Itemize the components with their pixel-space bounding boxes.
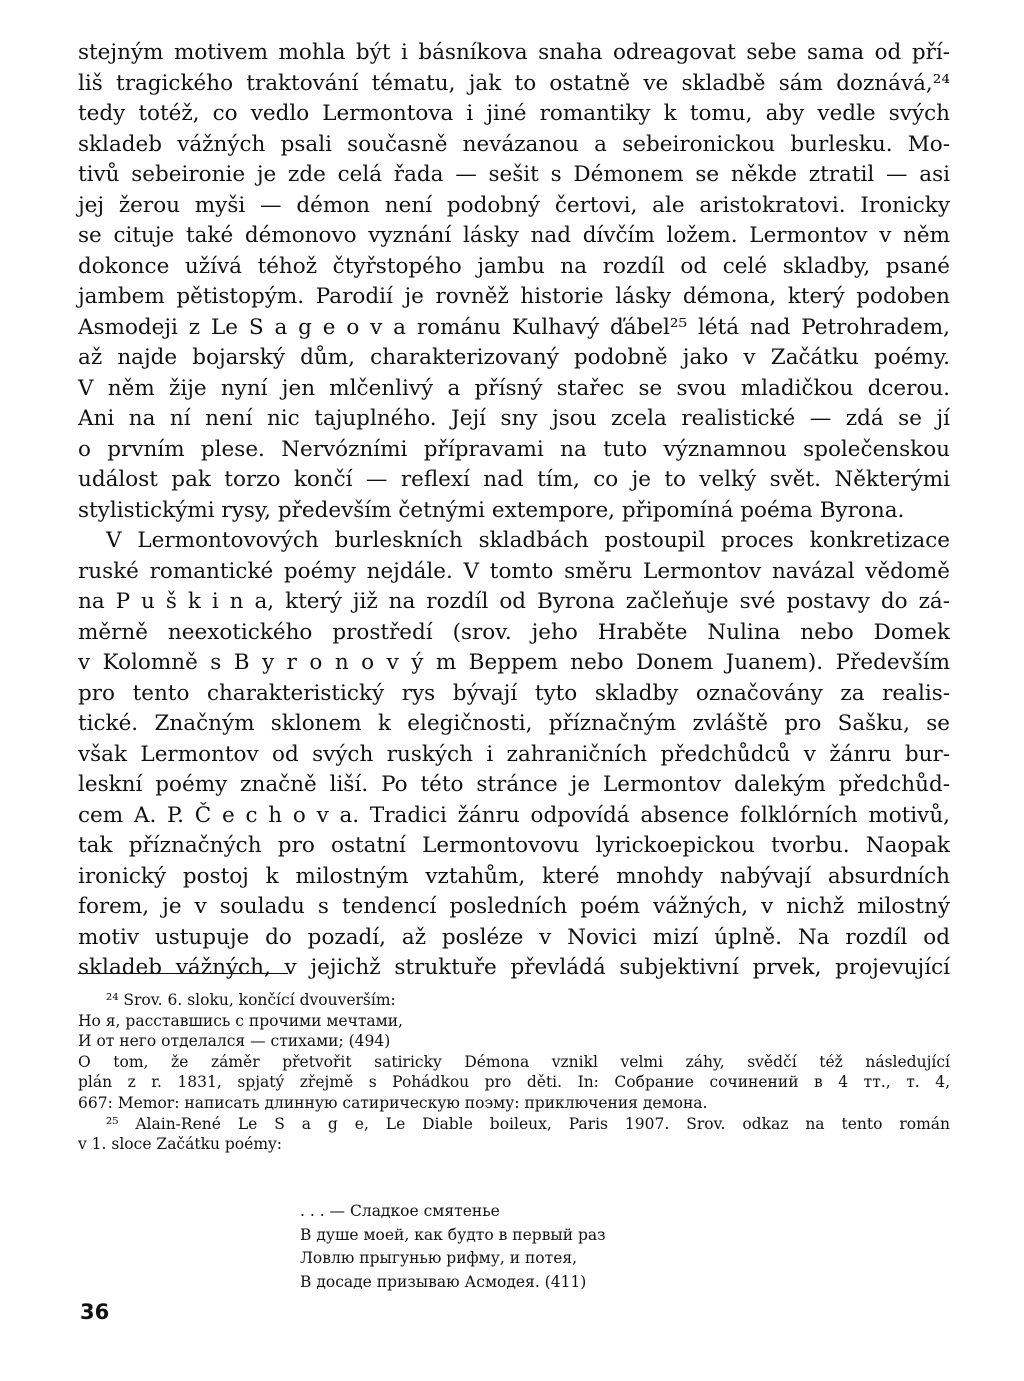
text-line: forem, je v souladu s tendencí posledních poém vážných, v nichž milostný [78,894,950,919]
text-line: stylistickými rysy, především četnými extempore, připomíná poéma Byrona. [78,497,905,523]
text-line: v Kolomně s B y r o n o v ý m Beppem nebo Donem Juanem). Především [78,650,950,675]
text-line: Ani na ní není nic tajuplného. Její sny jsou zcela realistické — zdá se jí [78,406,950,431]
text-line: tak příznačných pro ostatní Lermontovovu lyrickoepickou tvorbu. Naopak [78,833,950,858]
main-text-block [78,38,950,984]
text-line: skladeb vážných, v jejichž struktuře převládá subjektivní prvek, projevující [78,955,950,980]
text-line: tivů sebeironie je zde celá řada — sešit s Démonem se někde ztratil — asi [78,162,950,187]
text-line: leskní poémy značně liší. Po této stránce je Lermontov dalekým předchůd- [78,772,950,797]
footnote-line: v 1. sloce Začátku poémy: [78,1135,282,1154]
footnote-line: 667: Memor: написать длинную сатирическую поэму: приключения демона. [78,1093,708,1112]
text-line: se cituje také démonovo vyznání lásky nad dívčím ložem. Lermontov v něm [78,223,950,248]
text-line: stejným motivem mohla být i básníkova snaha odreagovat sebe sama od pří- [78,40,950,65]
footnote-line: И от него отделался — стихами; (494) [78,1032,391,1051]
text-line: tedy totéž, co vedlo Lermontova i jiné romantiky k tomu, aby vedle svých [78,101,950,126]
text-line: na P u š k i n a, který již na rozdíl od Byrona začleňuje své postavy do zá- [78,589,950,614]
text-line: událost pak torzo končí — reflexí nad tím, co je to velký svět. Některými [78,467,950,492]
text-line: dokonce užívá téhož čtyřstopého jambu na rozdíl od celé skladby, psané [78,253,950,279]
footnote-line: ²⁵ Alain-René Le S a g e, Le Diable boileux, Paris 1907. Srov. odkaz na tento román [106,1114,950,1133]
text-line: ironický postoj k milostným vztahům, které mnohdy nabývají absurdních [78,863,950,889]
poem-line: Ловлю прыгунью рифму, и потея, [300,1249,578,1267]
text-line: motiv ustupuje do pozadí, až posléze v Novici mizí úplně. Na rozdíl od [78,924,950,950]
footnote-divider [78,973,288,974]
page-number: 36 [80,1300,110,1324]
paragraph-2 [78,526,950,984]
text-line: Asmodeji z Le S a g e o v a románu Kulhavý ďábel²⁵ létá nad Petrohradem, [78,314,950,340]
text-line: měrně neexotického prostředí (srov. jeho Hraběte Nulina nebo Domek [78,619,950,645]
footnote-line: ²⁴ Srov. 6. sloku, končící dvouverším: [106,991,396,1009]
text-line: skladeb vážných psali současně nevázanou a sebeironickou burlesku. Mo- [78,131,950,157]
paragraph-1 [78,38,950,526]
text-line: jambem pětistopým. Parodií je rovněž historie lásky démona, který podoben [78,284,950,309]
text-line: V něm žije nyní jen mlčenlivý a přísný stařec se svou mladičkou dcerou. [78,375,950,401]
poem-line: В душе моей, как будто в первый раз [300,1225,606,1244]
quoted-poem [300,1200,820,1294]
text-line: až najde bojarský dům, charakterizovaný podobně jako v Začátku poémy. [78,345,950,370]
poem-line: В досаде призываю Асмодея. (411) [300,1272,587,1291]
text-line: ruské romantické poémy nejdále. V tomto směru Lermontov navázal vědomě [78,558,950,584]
footnote-line: O tom, že záměr přetvořit satiricky Démona vznikl velmi záhy, svědčí též následující [78,1052,950,1071]
text-line: o prvním plese. Nervózními přípravami na tuto významnou společenskou [78,436,950,462]
poem-line: . . . — Сладкое смятенье [300,1202,500,1220]
text-line: tické. Značným sklonem k elegičnosti, příznačným zvláště pro Sašku, se [78,711,950,736]
text-line: však Lermontov od svých ruských i zahraničních předchůdců v žánru bur- [78,741,950,767]
footnote-line: plán z r. 1831, spjatý zřejmě s Pohádkou pro děti. In: Собрание сочинений в 4 тт., т. 4, [78,1073,950,1092]
text-line: jej žerou myši — démon není podobný čertovi, ale aristokratovi. Ironicky [78,192,950,218]
text-line: pro tento charakteristický rys bývají tyto skladby označovány za realis- [78,680,950,706]
footnote-line: Но я, расставшись с прочими мечтами, [78,1011,403,1030]
text-line: V Lermontovových burleskních skladbách postoupil proces konkretizace [106,528,950,553]
text-line: liš tragického traktování tématu, jak to ostatně ve skladbě sám doznává,²⁴ [78,70,950,96]
text-line: cem A. P. Č e c h o v a. Tradici žánru odpovídá absence folklórních motivů, [78,802,950,828]
footnotes [78,990,950,1155]
